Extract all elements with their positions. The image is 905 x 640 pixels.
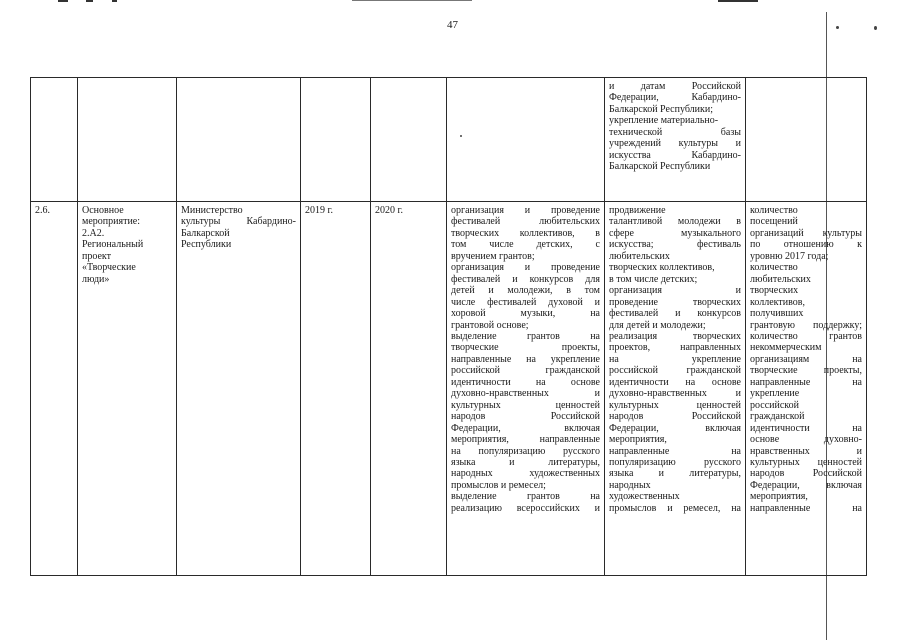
text-line: духовно-нравственных и	[609, 388, 741, 400]
text-line: мероприятия,	[609, 434, 667, 446]
text-line: грантовую поддержку;	[750, 319, 862, 331]
text-line: Республики	[181, 239, 232, 251]
text-line: организациям на	[750, 353, 862, 365]
text-line: идентичности на основе	[609, 376, 741, 388]
text-line: культуры Кабардино-	[181, 216, 296, 228]
text-line: укрепление материально-	[609, 115, 719, 127]
text-line: том числе детских, с	[451, 239, 600, 251]
text-line: организаций культуры	[750, 227, 862, 239]
executor	[181, 205, 296, 251]
text-line: Основное	[82, 205, 124, 216]
text-line: 2.А2.	[82, 227, 105, 239]
text-line: Федерации, включая	[750, 479, 862, 491]
table-row-continued	[31, 78, 867, 202]
results-cell	[605, 202, 746, 576]
table-row	[31, 202, 867, 576]
text-line: фестивалей и конкурсов для	[451, 273, 600, 285]
table-cell	[301, 78, 371, 202]
text-line: укрепление	[750, 388, 800, 400]
text-line: искусства Кабардино-	[609, 149, 741, 161]
table-cell	[177, 78, 301, 202]
text-line: количество грантов	[750, 330, 862, 342]
text-line: сфере музыкального	[609, 227, 741, 239]
text-line: и датам Российской	[609, 81, 741, 92]
text-line: организация и	[609, 285, 741, 297]
results-text	[609, 205, 741, 514]
text-line: проектов, направленных	[609, 342, 741, 354]
event-title	[82, 205, 172, 285]
text-line: хоровой музыки, на	[451, 308, 600, 320]
text-line: народов Российской	[451, 411, 600, 423]
text-line: на укрепление	[609, 353, 741, 365]
text-line: языка и литературы,	[609, 468, 741, 480]
text-line: российской гражданской	[609, 365, 741, 377]
text-line: фестивалей и конкурсов	[609, 308, 741, 320]
text-line: творческие проекты,	[750, 365, 862, 377]
scan-artifact	[352, 0, 472, 1]
text-line: Министерство	[181, 205, 243, 216]
text-line: гражданской	[750, 411, 805, 423]
text-line: проведение творческих	[609, 296, 741, 308]
text-line: культурных ценностей	[609, 399, 741, 411]
end-year-cell	[371, 202, 447, 576]
text-line: творческие проекты,	[451, 342, 600, 354]
text-line: промыслов и ремесел;	[451, 479, 546, 491]
text-line: организация и проведение	[451, 205, 600, 216]
text-line: продвижение	[609, 205, 666, 216]
text-line: направленные на	[750, 376, 862, 388]
activities-cell	[447, 202, 605, 576]
activities-text	[451, 205, 600, 514]
text-line: направленные на	[750, 502, 862, 514]
text-line: народных художественных	[451, 468, 600, 480]
text-line: искусства; фестиваль	[609, 239, 741, 251]
text-line: Балкарской	[181, 227, 230, 239]
text-line: фестивалей любительских	[451, 216, 600, 228]
indicators-cell	[746, 202, 867, 576]
text-line: на популяризацию русского	[451, 445, 600, 457]
text-line: выделение грантов на	[451, 330, 600, 342]
text-line: получивших	[750, 308, 804, 320]
text-line: любительских	[750, 273, 811, 285]
text-line: направленные на укрепление	[451, 353, 600, 365]
text-line: талантливой молодежи в	[609, 216, 741, 228]
text-line: Балкарской Республики	[609, 161, 711, 173]
table-cell	[31, 78, 78, 202]
text-line: культурных ценностей	[451, 399, 600, 411]
text-line: популяризацию русского	[609, 456, 741, 468]
indicators-text	[750, 205, 862, 514]
text-line: коллективов,	[750, 296, 805, 308]
text-line: уровню 2017 года;	[750, 250, 829, 262]
text-line: выделение грантов на	[451, 491, 600, 503]
text-line: творческих коллективов,	[609, 262, 715, 274]
text-line: промыслов и ремесел, на	[609, 502, 741, 514]
text-line: реализацию всероссийских и	[451, 502, 600, 514]
text-line: организация и проведение	[451, 262, 600, 274]
text-line: мероприятия, направленные	[451, 434, 600, 446]
row-number-cell	[31, 202, 78, 576]
end-year: 2020 г.	[375, 205, 403, 216]
text-line: посещений	[750, 216, 798, 228]
table-cell	[447, 78, 605, 202]
text-line: народных	[609, 479, 651, 491]
text-line: количество	[750, 262, 798, 274]
text-line: российской	[750, 399, 799, 411]
text-line: количество	[750, 205, 798, 216]
text-line: люди»	[82, 273, 110, 285]
text-line: направленные на	[609, 445, 741, 457]
text-line: учреждений культуры и	[609, 138, 741, 150]
text-line: в том числе детских;	[609, 273, 698, 285]
text-line: нравственных и	[750, 445, 862, 457]
text-line: духовно-нравственных и	[451, 388, 600, 400]
table-cell	[746, 78, 867, 202]
text-line: народов Российской	[750, 468, 862, 480]
row-number: 2.6.	[35, 205, 50, 216]
text-line: Федерации, включая	[609, 422, 741, 434]
text-line: идентичности на	[750, 422, 862, 434]
scan-artifact	[718, 0, 758, 2]
text-line: детей и молодежи, в том	[451, 285, 600, 297]
text-line: Региональный	[82, 239, 144, 251]
text-line: языка и литературы,	[451, 456, 600, 468]
text-line: основе духовно-	[750, 434, 862, 446]
text-line: мероприятие:	[82, 216, 141, 228]
text-line: Федерации, Кабардино-	[609, 92, 741, 104]
continued-results-text	[609, 81, 741, 173]
text-line: для детей и молодежи;	[609, 319, 706, 331]
start-year: 2019 г.	[305, 205, 333, 216]
text-line: мероприятия,	[750, 491, 808, 503]
text-line: российской гражданской	[451, 365, 600, 377]
text-line: технической базы	[609, 126, 741, 138]
text-line: культурных ценностей	[750, 456, 862, 468]
scan-artifact	[112, 0, 117, 2]
continued-results-cell	[605, 78, 746, 202]
text-line: Федерации, включая	[451, 422, 600, 434]
text-line: вручением грантов;	[451, 250, 535, 262]
page-number: 47	[447, 19, 458, 31]
text-line: творческих коллективов, в	[451, 227, 600, 239]
text-line: по отношению к	[750, 239, 862, 251]
table-cell	[371, 78, 447, 202]
plan-table	[30, 77, 867, 576]
start-year-cell	[301, 202, 371, 576]
text-line: некоммерческим	[750, 342, 822, 354]
text-line: грантовой основе;	[451, 319, 529, 331]
scan-artifact	[86, 0, 93, 2]
text-line: «Творческие	[82, 262, 136, 274]
table-cell	[78, 78, 177, 202]
executor-cell	[177, 202, 301, 576]
text-line: идентичности на основе	[451, 376, 600, 388]
text-line: проект	[82, 250, 112, 262]
text-line: творческих	[750, 285, 799, 297]
text-line: народов Российской	[609, 411, 741, 423]
scan-artifact	[58, 0, 68, 2]
text-line: любительских	[609, 250, 670, 262]
text-line: числе фестивалей духовой и	[451, 296, 600, 308]
text-line: художественных	[609, 491, 680, 503]
text-line: реализация творческих	[609, 330, 741, 342]
text-line: Балкарской Республики;	[609, 103, 713, 115]
event-title-cell	[78, 202, 177, 576]
